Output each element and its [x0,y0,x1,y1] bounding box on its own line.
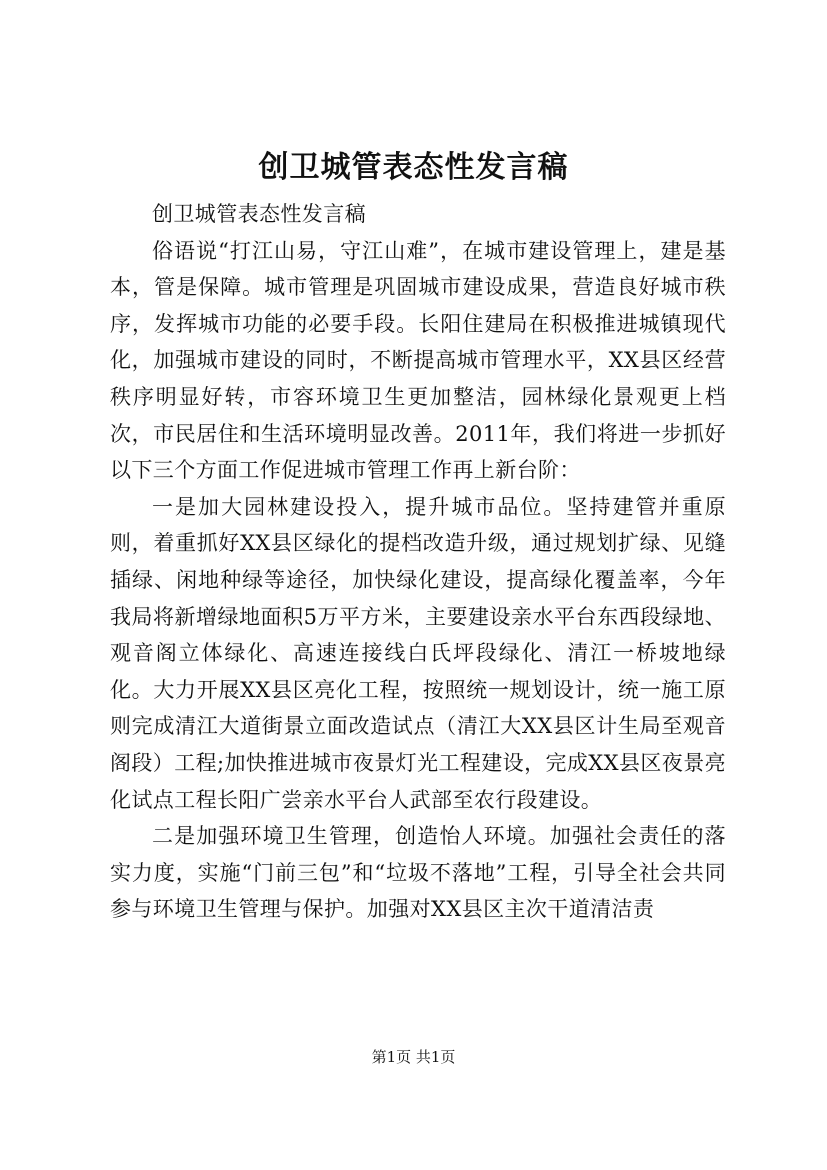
paragraph-intro: 俗语说“打江山易，守江山难”，在城市建设管理上，建是基本，管是保障。城市管理是巩固城市建设成果，营造良好城市秩序，发挥城市功能的必要手段。长阳住建局在积极推进城镇现代化，加强城市建设的同时，不断提高城市管理水平，XX县区经营秩序明显好转，市容环境卫生更加整洁，园林绿化景观更上档次，市民居住和生活环境明显改善。2011年，我们将进一步抓好以下三个方面工作促进城市管理工作再上新台阶： [110,238,726,483]
document-title: 创卫城管表态性发言稿 [258,150,569,185]
document-body [110,196,726,928]
paragraph-point-one: 一是加大园林建设投入，提升城市品位。坚持建管并重原则，着重抓好XX县区绿化的提档改造升级，通过规划扩绿、见缝插绿、闲地种绿等途径，加快绿化建设，提高绿化覆盖率，今年我局将新增绿地面积5万平方米，主要建设亲水平台东西段绿地、观音阁立体绿化、高速连接线白氏坪段绿化、清江一桥坡地绿化。大力开展XX县区亮化工程，按照统一规划设计，统一施工原则完成清江大道街景立面改造试点（清江大XX县区计生局至观音阁段）工程;加快推进城市夜景灯光工程建设，完成XX县区夜景亮化试点工程长阳广尝亲水平台人武部至农行段建设。 [110,494,726,812]
paragraph-subtitle: 创卫城管表态性发言稿 [152,202,366,226]
page-footer: 第1页 共1页 [371,1048,456,1066]
paragraph-point-two: 二是加强环境卫生管理，创造怡人环境。加强社会责任的落实力度，实施“门前三包”和“垃圾不落地”工程，引导全社会共同参与环境卫生管理与保护。加强对XX县区主次干道清洁责 [110,824,726,922]
